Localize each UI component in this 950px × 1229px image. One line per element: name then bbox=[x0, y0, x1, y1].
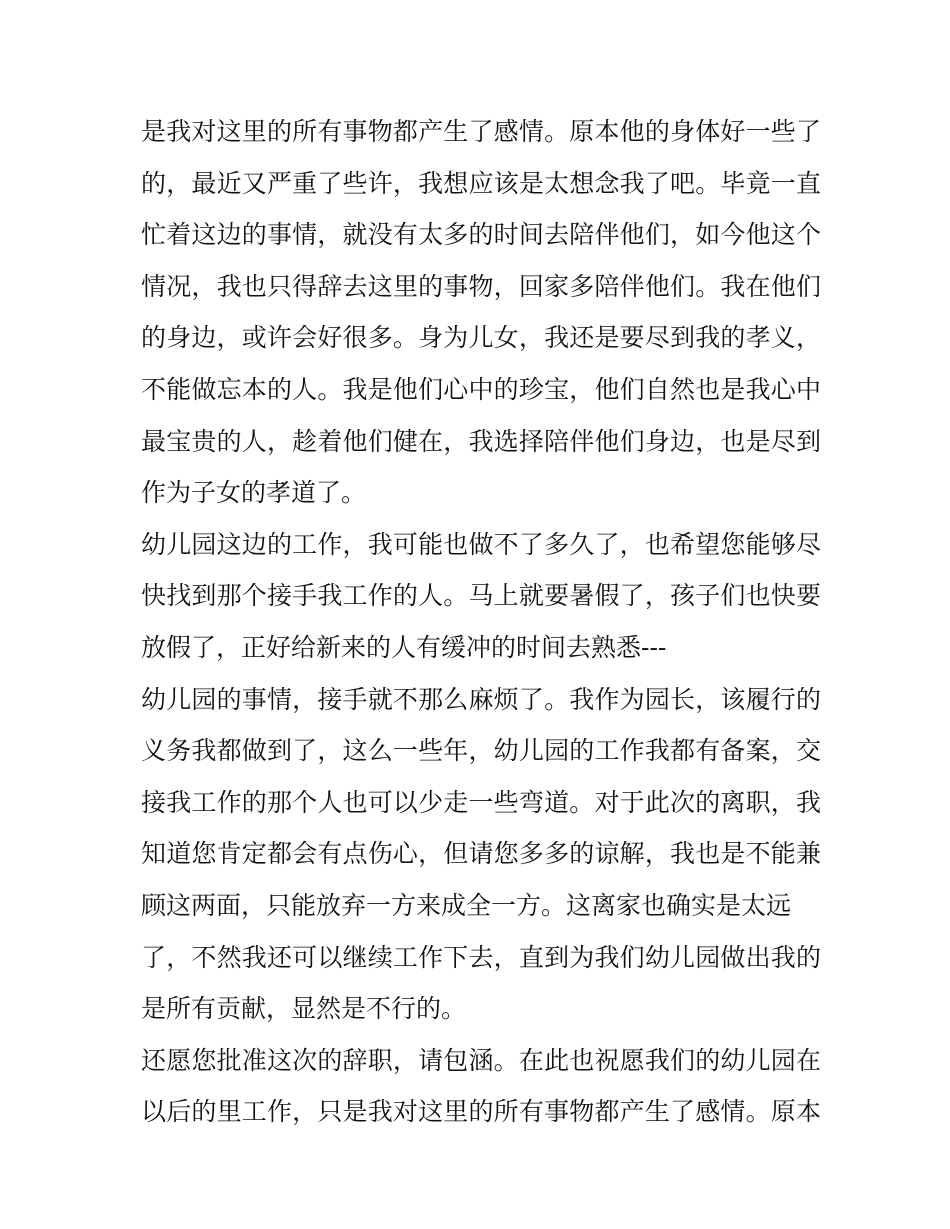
text-line: 的身边，或许会好很多。身为儿女，我还是要尽到我的孝义， bbox=[141, 323, 821, 353]
text-line: 的，最近又严重了些许，我想应该是太想念我了吧。毕竟一直 bbox=[141, 168, 821, 198]
text-line: 了，不然我还可以继续工作下去，直到为我们幼儿园做出我的 bbox=[141, 942, 821, 972]
text-line: 快找到那个接手我工作的人。马上就要暑假了，孩子们也快要 bbox=[141, 581, 821, 611]
text-line: 作为子女的孝道了。 bbox=[141, 478, 367, 508]
text-line: 顾这两面，只能放弃一方来成全一方。这离家也确实是太远 bbox=[141, 890, 792, 920]
text-line: 以后的里工作，只是我对这里的所有事物都产生了感情。原本 bbox=[141, 1097, 821, 1127]
text-line: 知道您肯定都会有点伤心，但请您多多的谅解，我也是不能兼 bbox=[141, 839, 821, 869]
text-line: 还愿您批准这次的辞职，请包涵。在此也祝愿我们的幼儿园在 bbox=[141, 1045, 821, 1075]
text-line: 是我对这里的所有事物都产生了感情。原本他的身体好一些了 bbox=[141, 117, 821, 146]
text-line: 最宝贵的人，趁着他们健在，我选择陪伴他们身边，也是尽到 bbox=[141, 426, 821, 456]
text-line: 忙着这边的事情，就没有太多的时间去陪伴他们，如今他这个 bbox=[141, 220, 821, 250]
text-line: 情况，我也只得辞去这里的事物，回家多陪伴他们。我在他们 bbox=[141, 271, 821, 301]
letter-body bbox=[141, 106, 821, 1138]
text-line: 幼儿园这边的工作，我可能也做不了多久了，也希望您能够尽 bbox=[141, 529, 821, 559]
text-line: 是所有贡献，显然是不行的。 bbox=[141, 994, 467, 1024]
text-line: 接我工作的那个人也可以少走一些弯道。对于此次的离职，我 bbox=[141, 787, 821, 817]
text-line: 放假了，正好给新来的人有缓冲的时间去熟悉--- bbox=[141, 632, 667, 662]
text-line: 幼儿园的事情，接手就不那么麻烦了。我作为园长，该履行的 bbox=[141, 684, 821, 714]
text-line: 不能做忘本的人。我是他们心中的珍宝，他们自然也是我心中 bbox=[141, 374, 821, 404]
text-line: 义务我都做到了，这么一些年，幼儿园的工作我都有备案，交 bbox=[141, 736, 821, 766]
